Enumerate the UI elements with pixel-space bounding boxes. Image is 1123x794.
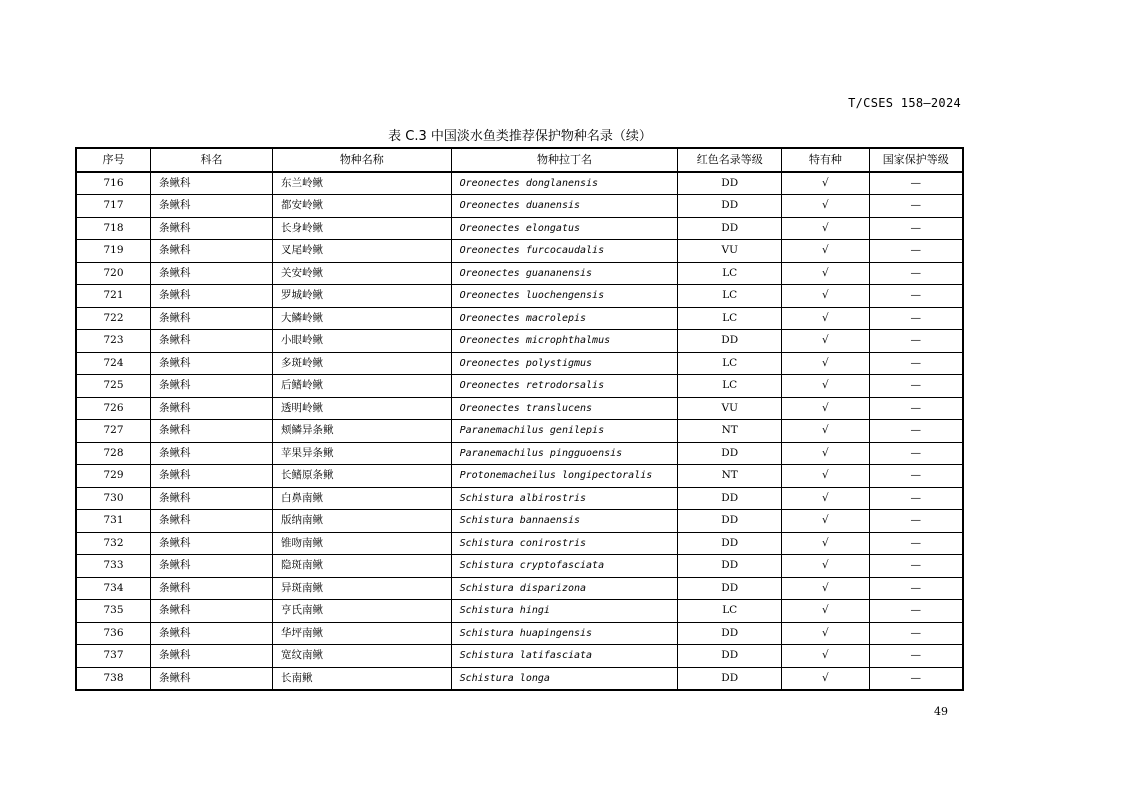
cell-family: 条鳅科 bbox=[151, 622, 273, 645]
cell-serial: 731 bbox=[76, 510, 151, 533]
cell-species-name: 透明岭鳅 bbox=[273, 397, 452, 420]
table-row bbox=[76, 352, 963, 375]
cell-species-name: 亨氏南鳅 bbox=[273, 600, 452, 623]
cell-endemic: √ bbox=[782, 307, 870, 330]
cell-protection-level: — bbox=[869, 397, 963, 420]
cell-protection-level: — bbox=[869, 442, 963, 465]
cell-latin-name: Schistura bannaensis bbox=[451, 510, 678, 533]
table-row bbox=[76, 532, 963, 555]
cell-latin-name: Oreonectes polystigmus bbox=[451, 352, 678, 375]
cell-family: 条鳅科 bbox=[151, 667, 273, 690]
cell-latin-name: Oreonectes translucens bbox=[451, 397, 678, 420]
cell-family: 条鳅科 bbox=[151, 420, 273, 443]
cell-species-name: 长南鳅 bbox=[273, 667, 452, 690]
cell-family: 条鳅科 bbox=[151, 217, 273, 240]
cell-red-list: DD bbox=[678, 217, 782, 240]
cell-family: 条鳅科 bbox=[151, 352, 273, 375]
standard-code: T/CSES 158—2024 bbox=[848, 96, 961, 110]
cell-family: 条鳅科 bbox=[151, 307, 273, 330]
cell-protection-level: — bbox=[869, 172, 963, 195]
cell-family: 条鳅科 bbox=[151, 172, 273, 195]
cell-protection-level: — bbox=[869, 555, 963, 578]
cell-endemic: √ bbox=[782, 465, 870, 488]
cell-protection-level: — bbox=[869, 577, 963, 600]
table-row bbox=[76, 622, 963, 645]
col-header-red-list: 红色名录等级 bbox=[678, 148, 782, 172]
cell-species-name: 版纳南鳅 bbox=[273, 510, 452, 533]
cell-serial: 738 bbox=[76, 667, 151, 690]
table-row bbox=[76, 397, 963, 420]
cell-latin-name: Schistura latifasciata bbox=[451, 645, 678, 668]
cell-protection-level: — bbox=[869, 645, 963, 668]
cell-serial: 717 bbox=[76, 195, 151, 218]
cell-red-list: DD bbox=[678, 667, 782, 690]
cell-serial: 719 bbox=[76, 240, 151, 263]
cell-species-name: 多斑岭鳅 bbox=[273, 352, 452, 375]
cell-endemic: √ bbox=[782, 195, 870, 218]
col-header-family: 科名 bbox=[151, 148, 273, 172]
cell-family: 条鳅科 bbox=[151, 510, 273, 533]
cell-serial: 718 bbox=[76, 217, 151, 240]
cell-species-name: 关安岭鳅 bbox=[273, 262, 452, 285]
cell-species-name: 小眼岭鳅 bbox=[273, 330, 452, 353]
cell-protection-level: — bbox=[869, 532, 963, 555]
cell-red-list: LC bbox=[678, 285, 782, 308]
cell-species-name: 锥吻南鳅 bbox=[273, 532, 452, 555]
cell-red-list: VU bbox=[678, 240, 782, 263]
cell-endemic: √ bbox=[782, 330, 870, 353]
cell-serial: 730 bbox=[76, 487, 151, 510]
col-header-species-name: 物种名称 bbox=[273, 148, 452, 172]
cell-endemic: √ bbox=[782, 667, 870, 690]
cell-red-list: DD bbox=[678, 487, 782, 510]
cell-serial: 736 bbox=[76, 622, 151, 645]
cell-protection-level: — bbox=[869, 307, 963, 330]
cell-species-name: 长身岭鳅 bbox=[273, 217, 452, 240]
cell-serial: 728 bbox=[76, 442, 151, 465]
cell-latin-name: Oreonectes luochengensis bbox=[451, 285, 678, 308]
cell-serial: 727 bbox=[76, 420, 151, 443]
cell-species-name: 罗城岭鳅 bbox=[273, 285, 452, 308]
cell-red-list: LC bbox=[678, 375, 782, 398]
cell-endemic: √ bbox=[782, 532, 870, 555]
cell-latin-name: Schistura longa bbox=[451, 667, 678, 690]
table-row bbox=[76, 195, 963, 218]
table-title: 表 C.3 中国淡水鱼类推荐保护物种名录（续） bbox=[388, 129, 652, 144]
cell-red-list: DD bbox=[678, 622, 782, 645]
cell-red-list: DD bbox=[678, 195, 782, 218]
cell-family: 条鳅科 bbox=[151, 262, 273, 285]
cell-family: 条鳅科 bbox=[151, 487, 273, 510]
table-row bbox=[76, 510, 963, 533]
cell-species-name: 隐斑南鳅 bbox=[273, 555, 452, 578]
cell-endemic: √ bbox=[782, 420, 870, 443]
cell-family: 条鳅科 bbox=[151, 555, 273, 578]
cell-red-list: DD bbox=[678, 442, 782, 465]
cell-red-list: NT bbox=[678, 465, 782, 488]
cell-protection-level: — bbox=[869, 420, 963, 443]
cell-red-list: DD bbox=[678, 645, 782, 668]
cell-protection-level: — bbox=[869, 487, 963, 510]
cell-latin-name: Schistura huapingensis bbox=[451, 622, 678, 645]
cell-species-name: 苹果异条鳅 bbox=[273, 442, 452, 465]
cell-endemic: √ bbox=[782, 442, 870, 465]
cell-serial: 737 bbox=[76, 645, 151, 668]
cell-serial: 732 bbox=[76, 532, 151, 555]
cell-endemic: √ bbox=[782, 487, 870, 510]
table-row bbox=[76, 487, 963, 510]
table-header-row bbox=[76, 148, 963, 172]
table-row bbox=[76, 667, 963, 690]
cell-serial: 720 bbox=[76, 262, 151, 285]
col-header-serial: 序号 bbox=[76, 148, 151, 172]
col-header-protection-level: 国家保护等级 bbox=[869, 148, 963, 172]
cell-red-list: LC bbox=[678, 600, 782, 623]
cell-endemic: √ bbox=[782, 645, 870, 668]
cell-red-list: LC bbox=[678, 307, 782, 330]
cell-latin-name: Oreonectes furcocaudalis bbox=[451, 240, 678, 263]
page-number: 49 bbox=[934, 705, 948, 718]
cell-endemic: √ bbox=[782, 600, 870, 623]
col-header-latin-name: 物种拉丁名 bbox=[451, 148, 678, 172]
cell-protection-level: — bbox=[869, 195, 963, 218]
table-row bbox=[76, 420, 963, 443]
cell-endemic: √ bbox=[782, 352, 870, 375]
cell-latin-name: Oreonectes retrodorsalis bbox=[451, 375, 678, 398]
cell-latin-name: Schistura disparizona bbox=[451, 577, 678, 600]
table-row bbox=[76, 645, 963, 668]
cell-serial: 735 bbox=[76, 600, 151, 623]
table-row bbox=[76, 262, 963, 285]
cell-latin-name: Oreonectes duanensis bbox=[451, 195, 678, 218]
table-row bbox=[76, 240, 963, 263]
cell-protection-level: — bbox=[869, 352, 963, 375]
cell-family: 条鳅科 bbox=[151, 532, 273, 555]
table-row bbox=[76, 375, 963, 398]
cell-family: 条鳅科 bbox=[151, 330, 273, 353]
cell-species-name: 大鳞岭鳅 bbox=[273, 307, 452, 330]
cell-red-list: LC bbox=[678, 352, 782, 375]
cell-species-name: 颊鳞异条鳅 bbox=[273, 420, 452, 443]
cell-protection-level: — bbox=[869, 240, 963, 263]
cell-serial: 724 bbox=[76, 352, 151, 375]
cell-latin-name: Schistura conirostris bbox=[451, 532, 678, 555]
cell-latin-name: Oreonectes donglanensis bbox=[451, 172, 678, 195]
table-row bbox=[76, 217, 963, 240]
cell-red-list: DD bbox=[678, 532, 782, 555]
cell-red-list: VU bbox=[678, 397, 782, 420]
cell-latin-name: Schistura hingi bbox=[451, 600, 678, 623]
cell-family: 条鳅科 bbox=[151, 397, 273, 420]
cell-latin-name: Paranemachilus genilepis bbox=[451, 420, 678, 443]
cell-protection-level: — bbox=[869, 600, 963, 623]
cell-species-name: 宽纹南鳅 bbox=[273, 645, 452, 668]
cell-protection-level: — bbox=[869, 465, 963, 488]
table-row bbox=[76, 307, 963, 330]
cell-protection-level: — bbox=[869, 375, 963, 398]
cell-serial: 726 bbox=[76, 397, 151, 420]
cell-family: 条鳅科 bbox=[151, 375, 273, 398]
species-table bbox=[75, 147, 964, 691]
cell-red-list: DD bbox=[678, 172, 782, 195]
cell-species-name: 叉尾岭鳅 bbox=[273, 240, 452, 263]
cell-species-name: 东兰岭鳅 bbox=[273, 172, 452, 195]
cell-family: 条鳅科 bbox=[151, 600, 273, 623]
table-row bbox=[76, 577, 963, 600]
cell-serial: 729 bbox=[76, 465, 151, 488]
cell-serial: 733 bbox=[76, 555, 151, 578]
cell-latin-name: Schistura cryptofasciata bbox=[451, 555, 678, 578]
cell-species-name: 都安岭鳅 bbox=[273, 195, 452, 218]
cell-species-name: 白鼻南鳅 bbox=[273, 487, 452, 510]
table-row bbox=[76, 172, 963, 195]
cell-endemic: √ bbox=[782, 172, 870, 195]
cell-species-name: 异斑南鳅 bbox=[273, 577, 452, 600]
cell-serial: 716 bbox=[76, 172, 151, 195]
cell-endemic: √ bbox=[782, 555, 870, 578]
cell-family: 条鳅科 bbox=[151, 442, 273, 465]
cell-protection-level: — bbox=[869, 285, 963, 308]
cell-serial: 734 bbox=[76, 577, 151, 600]
cell-protection-level: — bbox=[869, 622, 963, 645]
table-row bbox=[76, 465, 963, 488]
cell-serial: 722 bbox=[76, 307, 151, 330]
cell-red-list: DD bbox=[678, 577, 782, 600]
cell-serial: 723 bbox=[76, 330, 151, 353]
cell-latin-name: Oreonectes macrolepis bbox=[451, 307, 678, 330]
cell-red-list: DD bbox=[678, 555, 782, 578]
table-row bbox=[76, 442, 963, 465]
cell-red-list: LC bbox=[678, 262, 782, 285]
cell-species-name: 华坪南鳅 bbox=[273, 622, 452, 645]
cell-family: 条鳅科 bbox=[151, 285, 273, 308]
cell-endemic: √ bbox=[782, 577, 870, 600]
table-row bbox=[76, 555, 963, 578]
cell-red-list: DD bbox=[678, 330, 782, 353]
cell-family: 条鳅科 bbox=[151, 240, 273, 263]
cell-latin-name: Paranemachilus pingguoensis bbox=[451, 442, 678, 465]
col-header-endemic: 特有种 bbox=[782, 148, 870, 172]
cell-latin-name: Oreonectes guananensis bbox=[451, 262, 678, 285]
cell-latin-name: Oreonectes microphthalmus bbox=[451, 330, 678, 353]
cell-species-name: 后鳍岭鳅 bbox=[273, 375, 452, 398]
cell-protection-level: — bbox=[869, 667, 963, 690]
cell-endemic: √ bbox=[782, 217, 870, 240]
cell-endemic: √ bbox=[782, 375, 870, 398]
cell-family: 条鳅科 bbox=[151, 465, 273, 488]
cell-serial: 721 bbox=[76, 285, 151, 308]
cell-protection-level: — bbox=[869, 217, 963, 240]
cell-red-list: NT bbox=[678, 420, 782, 443]
cell-family: 条鳅科 bbox=[151, 645, 273, 668]
cell-endemic: √ bbox=[782, 622, 870, 645]
cell-species-name: 长鳍原条鳅 bbox=[273, 465, 452, 488]
cell-endemic: √ bbox=[782, 510, 870, 533]
cell-serial: 725 bbox=[76, 375, 151, 398]
cell-latin-name: Schistura albirostris bbox=[451, 487, 678, 510]
cell-red-list: DD bbox=[678, 510, 782, 533]
cell-endemic: √ bbox=[782, 240, 870, 263]
table-row bbox=[76, 600, 963, 623]
table-row bbox=[76, 330, 963, 353]
cell-protection-level: — bbox=[869, 262, 963, 285]
cell-endemic: √ bbox=[782, 397, 870, 420]
cell-family: 条鳅科 bbox=[151, 577, 273, 600]
cell-endemic: √ bbox=[782, 262, 870, 285]
cell-latin-name: Oreonectes elongatus bbox=[451, 217, 678, 240]
cell-family: 条鳅科 bbox=[151, 195, 273, 218]
cell-protection-level: — bbox=[869, 330, 963, 353]
cell-protection-level: — bbox=[869, 510, 963, 533]
table-row bbox=[76, 285, 963, 308]
cell-latin-name: Protonemacheilus longipectoralis bbox=[451, 465, 678, 488]
cell-endemic: √ bbox=[782, 285, 870, 308]
